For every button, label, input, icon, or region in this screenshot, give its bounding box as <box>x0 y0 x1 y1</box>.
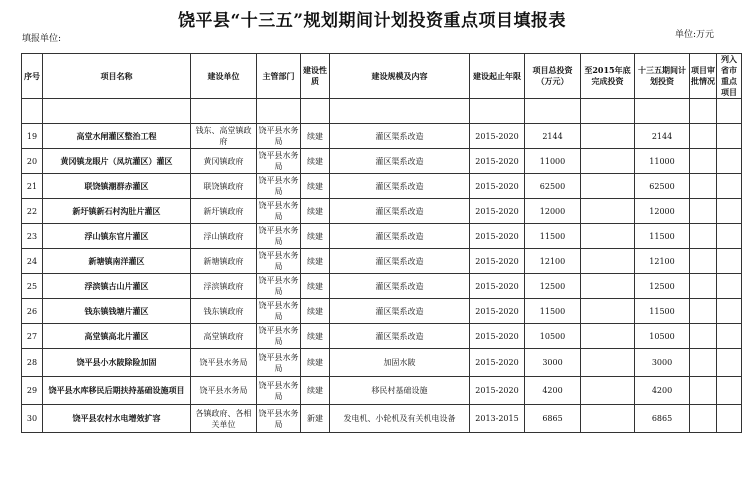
cell-unit: 钱东、高堂镇政府 <box>191 124 257 149</box>
cell-name: 饶平县水库移民后期扶持基础设施项目 <box>43 377 191 405</box>
cell-scope: 灌区渠系改造 <box>330 149 470 174</box>
cell-plan: 62500 <box>635 174 690 199</box>
cell-key <box>717 274 742 299</box>
table-row <box>22 174 742 199</box>
table-row <box>22 124 742 149</box>
cell-no: 25 <box>22 274 43 299</box>
table-row <box>22 224 742 249</box>
cell-nature: 续建 <box>301 249 330 274</box>
cell-done <box>581 274 635 299</box>
cell-dept: 饶平县水务局 <box>257 405 301 433</box>
cell-scope: 灌区渠系改造 <box>330 324 470 349</box>
cell-name: 浮山镇东官片灌区 <box>43 224 191 249</box>
cell-name: 联饶镇潮群赤灌区 <box>43 174 191 199</box>
cell-total: 10500 <box>525 324 581 349</box>
cell-unit: 浮滨镇政府 <box>191 274 257 299</box>
cell-plan: 4200 <box>635 377 690 405</box>
cell-nature: 续建 <box>301 377 330 405</box>
table-row <box>22 405 742 433</box>
cell-years: 2015-2020 <box>470 224 525 249</box>
cell-years: 2015-2020 <box>470 377 525 405</box>
cell-key <box>717 349 742 377</box>
cell-years: 2015-2020 <box>470 349 525 377</box>
table-row <box>22 349 742 377</box>
cell-total: 62500 <box>525 174 581 199</box>
cell-approval <box>690 199 717 224</box>
cell-name: 饶平县小水陂除险加固 <box>43 349 191 377</box>
col-header-no: 序号 <box>22 54 43 99</box>
cell-unit: 钱东镇政府 <box>191 299 257 324</box>
cell-years: 2015-2020 <box>470 149 525 174</box>
col-header-scope: 建设规模及内容 <box>330 54 470 99</box>
cell-total: 11000 <box>525 149 581 174</box>
cell-name: 浮滨镇古山片灌区 <box>43 274 191 299</box>
cell-approval <box>690 324 717 349</box>
cell-name: 高堂水闸灌区整治工程 <box>43 124 191 149</box>
cell-done <box>581 224 635 249</box>
cell-name: 新圩镇新石村沟肚片灌区 <box>43 199 191 224</box>
cell-key <box>717 224 742 249</box>
cell-years: 2015-2020 <box>470 249 525 274</box>
cell-scope: 灌区渠系改造 <box>330 224 470 249</box>
cell-total: 3000 <box>525 349 581 377</box>
cell-approval <box>690 249 717 274</box>
cell-total: 2144 <box>525 124 581 149</box>
cell-unit: 新圩镇政府 <box>191 199 257 224</box>
cell-total: 11500 <box>525 224 581 249</box>
cell-plan: 11000 <box>635 149 690 174</box>
cell-dept: 饶平县水务局 <box>257 199 301 224</box>
cell-total: 4200 <box>525 377 581 405</box>
cell-done <box>581 149 635 174</box>
cell-approval <box>690 405 717 433</box>
cell-done <box>581 249 635 274</box>
cell-years: 2015-2020 <box>470 324 525 349</box>
cell-years: 2015-2020 <box>470 124 525 149</box>
cell-key <box>717 174 742 199</box>
cell-unit: 各镇政府、各相关单位 <box>191 405 257 433</box>
cell-key <box>717 199 742 224</box>
cell-scope: 灌区渠系改造 <box>330 274 470 299</box>
cell-key <box>717 324 742 349</box>
cell-plan: 12100 <box>635 249 690 274</box>
cell-scope: 灌区渠系改造 <box>330 174 470 199</box>
cell-no: 28 <box>22 349 43 377</box>
cell-done <box>581 324 635 349</box>
unit-label: 单位:万元 <box>674 30 714 40</box>
cell-plan: 10500 <box>635 324 690 349</box>
cell-scope: 移民村基础设施 <box>330 377 470 405</box>
col-header-dept: 主管部门 <box>257 54 301 99</box>
cell-name: 高堂镇高北片灌区 <box>43 324 191 349</box>
col-header-approval: 项目审批情况 <box>690 54 717 99</box>
cell-done <box>581 124 635 149</box>
col-header-plan: 十三五期间计划投资 <box>635 54 690 99</box>
table-gap-row <box>22 99 742 124</box>
table-row <box>22 199 742 224</box>
cell-dept: 饶平县水务局 <box>257 324 301 349</box>
cell-approval <box>690 349 717 377</box>
cell-no: 26 <box>22 299 43 324</box>
table-row <box>22 377 742 405</box>
cell-dept: 饶平县水务局 <box>257 249 301 274</box>
cell-unit: 饶平县水务局 <box>191 377 257 405</box>
table-row <box>22 249 742 274</box>
cell-no: 24 <box>22 249 43 274</box>
cell-nature: 新建 <box>301 405 330 433</box>
page-title: 饶平县“十三五”规划期间计划投资重点项目填报表 <box>177 11 567 31</box>
cell-approval <box>690 174 717 199</box>
cell-total: 12000 <box>525 199 581 224</box>
investment-table <box>21 53 742 433</box>
cell-done <box>581 349 635 377</box>
cell-key <box>717 405 742 433</box>
col-header-unit: 建设单位 <box>191 54 257 99</box>
cell-name: 钱东镇钱塘片灌区 <box>43 299 191 324</box>
cell-approval <box>690 377 717 405</box>
cell-scope: 发电机、小轮机及有关机电设备 <box>330 405 470 433</box>
cell-nature: 续建 <box>301 174 330 199</box>
cell-total: 12500 <box>525 274 581 299</box>
cell-unit: 高堂镇政府 <box>191 324 257 349</box>
cell-plan: 3000 <box>635 349 690 377</box>
cell-nature: 续建 <box>301 224 330 249</box>
cell-no: 30 <box>22 405 43 433</box>
cell-done <box>581 199 635 224</box>
cell-dept: 饶平县水务局 <box>257 149 301 174</box>
cell-done <box>581 377 635 405</box>
col-header-done: 至2015年底完成投资 <box>581 54 635 99</box>
cell-dept: 饶平县水务局 <box>257 224 301 249</box>
cell-name: 黄冈镇龙眼片（凤坑灌区）灌区 <box>43 149 191 174</box>
cell-nature: 续建 <box>301 299 330 324</box>
cell-scope: 灌区渠系改造 <box>330 299 470 324</box>
cell-name: 新塘镇南洋灌区 <box>43 249 191 274</box>
cell-nature: 续建 <box>301 149 330 174</box>
cell-years: 2015-2020 <box>470 274 525 299</box>
cell-plan: 2144 <box>635 124 690 149</box>
cell-plan: 6865 <box>635 405 690 433</box>
cell-plan: 11500 <box>635 299 690 324</box>
table-row <box>22 299 742 324</box>
cell-done <box>581 299 635 324</box>
cell-approval <box>690 224 717 249</box>
cell-total: 12100 <box>525 249 581 274</box>
col-header-nature: 建设性质 <box>301 54 330 99</box>
cell-scope: 灌区渠系改造 <box>330 124 470 149</box>
cell-done <box>581 174 635 199</box>
cell-total: 6865 <box>525 405 581 433</box>
cell-no: 22 <box>22 199 43 224</box>
col-header-key: 列入省市重点项目 <box>717 54 742 99</box>
cell-key <box>717 299 742 324</box>
cell-key <box>717 149 742 174</box>
table-row <box>22 324 742 349</box>
cell-unit: 浮山镇政府 <box>191 224 257 249</box>
cell-dept: 饶平县水务局 <box>257 377 301 405</box>
cell-approval <box>690 299 717 324</box>
cell-key <box>717 377 742 405</box>
cell-nature: 续建 <box>301 199 330 224</box>
cell-plan: 12000 <box>635 199 690 224</box>
table-header-row <box>22 54 742 99</box>
cell-plan: 12500 <box>635 274 690 299</box>
cell-unit: 黄冈镇政府 <box>191 149 257 174</box>
cell-key <box>717 124 742 149</box>
cell-key <box>717 249 742 274</box>
col-header-total: 项目总投资（万元） <box>525 54 581 99</box>
cell-total: 11500 <box>525 299 581 324</box>
cell-unit: 饶平县水务局 <box>191 349 257 377</box>
cell-scope: 灌区渠系改造 <box>330 199 470 224</box>
cell-dept: 饶平县水务局 <box>257 274 301 299</box>
cell-unit: 联饶镇政府 <box>191 174 257 199</box>
cell-approval <box>690 274 717 299</box>
cell-no: 27 <box>22 324 43 349</box>
cell-no: 23 <box>22 224 43 249</box>
cell-scope: 灌区渠系改造 <box>330 249 470 274</box>
cell-no: 29 <box>22 377 43 405</box>
cell-years: 2015-2020 <box>470 199 525 224</box>
col-header-years: 建设起止年限 <box>470 54 525 99</box>
fill-unit-label: 填报单位: <box>22 34 62 44</box>
cell-plan: 11500 <box>635 224 690 249</box>
cell-approval <box>690 124 717 149</box>
cell-years: 2015-2020 <box>470 299 525 324</box>
cell-unit: 新塘镇政府 <box>191 249 257 274</box>
cell-dept: 饶平县水务局 <box>257 349 301 377</box>
cell-nature: 续建 <box>301 124 330 149</box>
cell-done <box>581 405 635 433</box>
table-row <box>22 274 742 299</box>
cell-no: 19 <box>22 124 43 149</box>
cell-scope: 加固水陂 <box>330 349 470 377</box>
cell-nature: 续建 <box>301 324 330 349</box>
cell-dept: 饶平县水务局 <box>257 299 301 324</box>
cell-nature: 续建 <box>301 274 330 299</box>
cell-years: 2015-2020 <box>470 174 525 199</box>
col-header-name: 项目名称 <box>43 54 191 99</box>
table-row <box>22 149 742 174</box>
cell-nature: 续建 <box>301 349 330 377</box>
cell-name: 饶平县农村水电增效扩容 <box>43 405 191 433</box>
cell-no: 21 <box>22 174 43 199</box>
cell-no: 20 <box>22 149 43 174</box>
cell-years: 2013-2015 <box>470 405 525 433</box>
cell-approval <box>690 149 717 174</box>
cell-dept: 饶平县水务局 <box>257 124 301 149</box>
cell-dept: 饶平县水务局 <box>257 174 301 199</box>
